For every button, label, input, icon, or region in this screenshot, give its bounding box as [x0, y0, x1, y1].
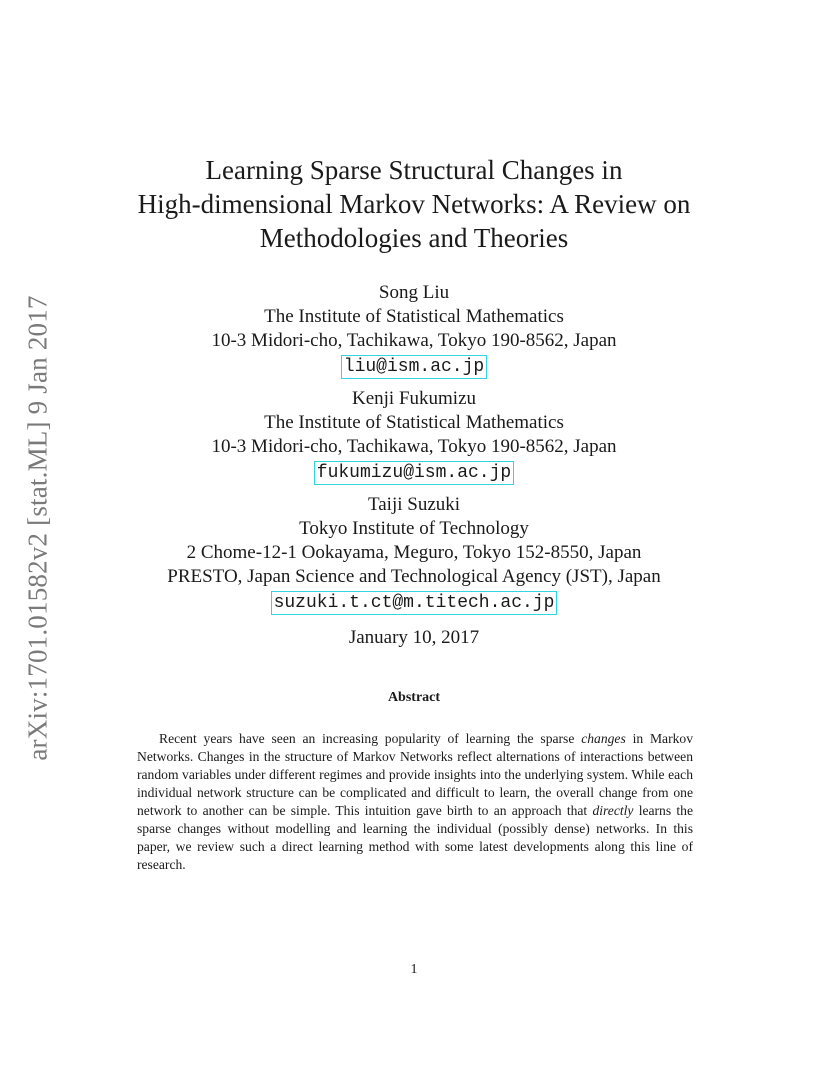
abstract-emphasis-changes: changes: [581, 730, 626, 746]
title-line-1: Learning Sparse Structural Changes in: [205, 155, 623, 185]
author-affiliation-secondary: PRESTO, Japan Science and Technological Agency (JST), Japan: [167, 566, 661, 587]
abstract-text-part-2: in Markov Networks. Changes in the structure of Markov Networks reflect alternations of interactions between random variables under different regimes and provide insights into the underlying system. While each individual network structure can be complicated and difficult to learn, the overall change from one network to another can be simple. This intuition gave birth to an approach that: [137, 730, 693, 818]
page-number: 1: [410, 962, 418, 977]
author-address: 10-3 Midori-cho, Tachikawa, Tokyo 190-8562, Japan: [211, 330, 617, 351]
author-address: 10-3 Midori-cho, Tachikawa, Tokyo 190-8562, Japan: [211, 436, 617, 457]
abstract-body: [137, 730, 693, 874]
abstract-heading: Abstract: [387, 690, 441, 705]
author-address: 2 Chome-12-1 Ookayama, Meguro, Tokyo 152-8550, Japan: [186, 542, 642, 563]
paper-title: [100, 153, 728, 255]
title-line-3: Methodologies and Theories: [259, 223, 569, 253]
arxiv-identifier-stamp: arXiv:1701.01582v2 [stat.ML] 9 Jan 2017: [22, 295, 53, 761]
author-name: Kenji Fukumizu: [351, 388, 477, 409]
abstract-text-part-3: learns the sparse changes without modelling and learning the individual (possibly dense) networks. In this paper, we review such a direct learning method with some latest developments along this line of research.: [137, 802, 693, 872]
author-block-liu: [100, 281, 728, 379]
abstract-text-part-1: Recent years have seen an increasing popularity of learning the sparse: [159, 730, 582, 746]
author-block-suzuki: [100, 493, 728, 615]
abstract-emphasis-directly: directly: [592, 802, 634, 818]
title-line-2: High-dimensional Markov Networks: A Review on: [137, 189, 691, 219]
author-list: [100, 281, 728, 623]
author-affiliation: Tokyo Institute of Technology: [299, 518, 529, 539]
author-affiliation: The Institute of Statistical Mathematics: [264, 306, 564, 327]
author-email-link[interactable]: fukumizu@ism.ac.jp: [314, 461, 514, 485]
author-name: Song Liu: [378, 282, 450, 303]
author-block-fukumizu: [100, 387, 728, 485]
author-email-link[interactable]: liu@ism.ac.jp: [341, 355, 487, 379]
publication-date: January 10, 2017: [348, 627, 480, 648]
author-affiliation: The Institute of Statistical Mathematics: [264, 412, 564, 433]
author-name: Taiji Suzuki: [367, 494, 461, 515]
author-email-link[interactable]: suzuki.t.ct@m.titech.ac.jp: [271, 591, 558, 615]
